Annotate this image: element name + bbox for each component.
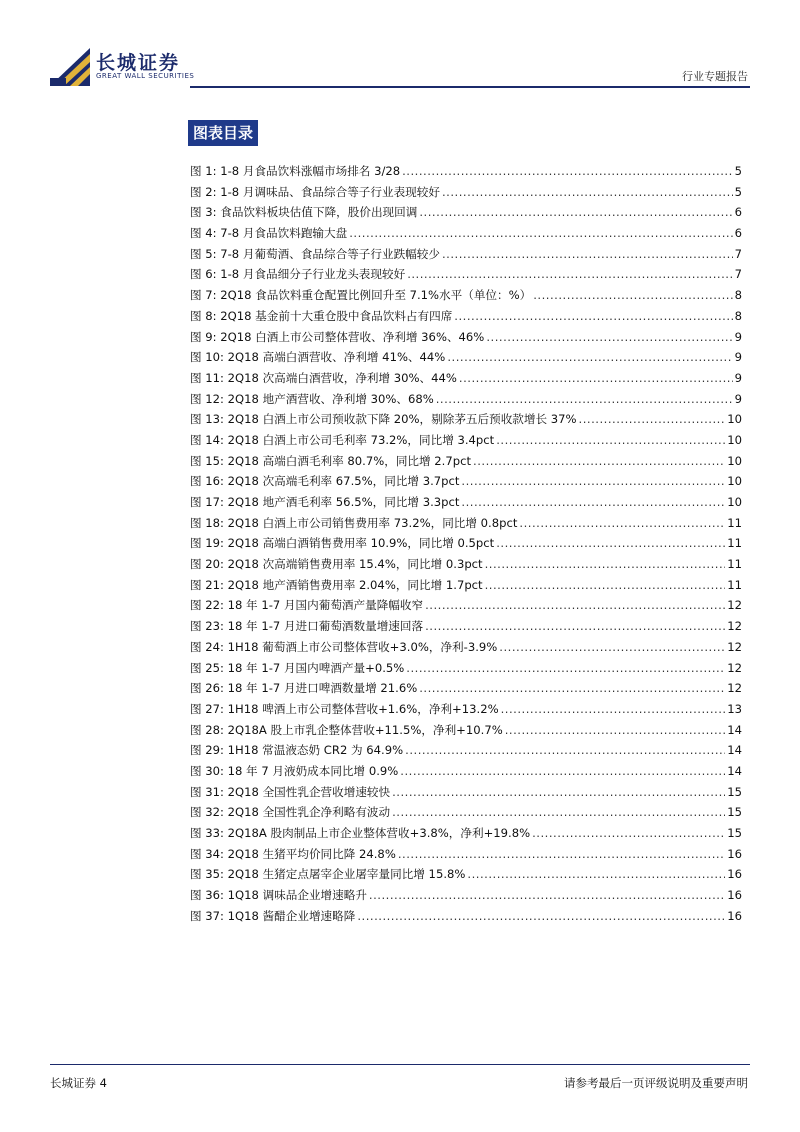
toc-entry[interactable]	[190, 577, 742, 598]
toc-entry-title: 图 19: 2Q18 高端白酒销售费用率 10.9%，同比增 0.5pct	[190, 536, 495, 551]
toc-entry-page: 16	[727, 908, 742, 923]
toc-entry-title: 图 9: 2Q18 白酒上市公司整体营收、净利增 36%、46%	[190, 329, 485, 344]
toc-entry[interactable]	[190, 846, 742, 867]
toc-entry-page: 7	[734, 246, 742, 261]
toc-entry-page: 16	[727, 867, 742, 882]
toc-entry[interactable]	[190, 597, 742, 618]
toc-leader-dots	[532, 826, 725, 840]
toc-entry[interactable]	[190, 535, 742, 556]
toc-leader-dots	[392, 785, 725, 799]
toc-entry-page: 14	[727, 722, 742, 737]
toc-entry[interactable]	[190, 246, 742, 267]
toc-leader-dots	[405, 743, 725, 757]
toc-entry[interactable]	[190, 660, 742, 681]
toc-leader-dots	[485, 557, 726, 571]
toc-leader-dots	[402, 164, 732, 178]
toc-entry-page: 9	[734, 329, 742, 344]
toc-entry-title: 图 20: 2Q18 次高端销售费用率 15.4%，同比增 0.3pct	[190, 557, 483, 572]
toc-leader-dots	[357, 909, 725, 923]
toc-entry-page: 12	[727, 681, 742, 696]
toc-entry[interactable]	[190, 411, 742, 432]
toc-entry[interactable]	[190, 618, 742, 639]
toc-leader-dots	[425, 619, 725, 633]
toc-entry-page: 15	[727, 805, 742, 820]
toc-entry-page: 11	[727, 536, 742, 551]
toc-entry[interactable]	[190, 556, 742, 577]
toc-entry-title: 图 32: 2Q18 全国性乳企净利略有波动	[190, 805, 391, 820]
toc-entry-page: 11	[727, 577, 742, 592]
toc-entry-title: 图 8: 2Q18 基金前十大重仓股中食品饮料占有四席	[190, 308, 453, 323]
toc-entry-title: 图 15: 2Q18 高端白酒毛利率 80.7%，同比增 2.7pct	[190, 453, 472, 468]
toc-leader-dots	[398, 847, 725, 861]
toc-entry-title: 图 11: 2Q18 次高端白酒营收，净利增 30%、44%	[190, 370, 457, 385]
toc-entry-title: 图 10: 2Q18 高端白酒营收、净利增 41%、44%	[190, 350, 446, 365]
toc-entry[interactable]	[190, 763, 742, 784]
toc-entry-page: 12	[727, 639, 742, 654]
toc-entry-title: 图 14: 2Q18 白酒上市公司毛利率 73.2%，同比增 3.4pct	[190, 432, 495, 447]
toc-entry-page: 7	[734, 267, 742, 282]
toc-entry-page: 9	[734, 391, 742, 406]
toc-leader-dots	[461, 474, 725, 488]
toc-entry[interactable]	[190, 370, 742, 391]
toc-entry[interactable]	[190, 742, 742, 763]
footer-disclaimer: 请参考最后一页评级说明及重要声明	[564, 1076, 748, 1090]
toc-entry-title: 图 27: 1H18 啤酒上市公司整体营收+1.6%，净利+13.2%	[190, 701, 499, 716]
header-divider	[190, 86, 750, 88]
toc-entry-title: 图 29: 1H18 常温液态奶 CR2 为 64.9%	[190, 743, 404, 758]
toc-entry-title: 图 26: 18 年 1-7 月进口啤酒数量增 21.6%	[190, 681, 418, 696]
toc-leader-dots	[499, 640, 725, 654]
toc-entry-title: 图 18: 2Q18 白酒上市公司销售费用率 73.2%，同比增 0.8pct	[190, 515, 518, 530]
toc-entry-page: 12	[727, 660, 742, 675]
toc-leader-dots	[447, 350, 732, 364]
toc-leader-dots	[419, 205, 732, 219]
toc-entry-title: 图 2: 1-8 月调味品、食品综合等子行业表现较好	[190, 184, 440, 199]
toc-leader-dots	[501, 702, 726, 716]
toc-entry-title: 图 22: 18 年 1-7 月国内葡萄酒产量降幅收窄	[190, 598, 424, 613]
toc-entry[interactable]	[190, 308, 742, 329]
toc-leader-dots	[392, 805, 725, 819]
toc-entry[interactable]	[190, 391, 742, 412]
toc-entry-title: 图 28: 2Q18A 股上市乳企整体营收+11.5%，净利+10.7%	[190, 722, 503, 737]
toc-entry-title: 图 16: 2Q18 次高端毛利率 67.5%，同比增 3.7pct	[190, 474, 460, 489]
toc-leader-dots	[436, 392, 733, 406]
toc-leader-dots	[419, 681, 725, 695]
toc-leader-dots	[467, 867, 725, 881]
toc-entry-title: 图 35: 2Q18 生猪定点屠宰企业屠宰量同比增 15.8%	[190, 867, 466, 882]
toc-entry[interactable]	[190, 349, 742, 370]
brand-name-en: GREAT WALL SECURITIES	[96, 72, 195, 80]
toc-entry-page: 16	[727, 846, 742, 861]
footer-page-label: 长城证券 4	[50, 1076, 107, 1090]
toc-entry[interactable]	[190, 515, 742, 536]
toc-leader-dots	[400, 764, 725, 778]
toc-leader-dots	[369, 888, 725, 902]
toc-entry-page: 14	[727, 763, 742, 778]
toc-entry-title: 图 24: 1H18 葡萄酒上市公司整体营收+3.0%，净利-3.9%	[190, 639, 498, 654]
toc-entry[interactable]	[190, 494, 742, 515]
toc-entry-title: 图 6: 1-8 月食品细分子行业龙头表现较好	[190, 267, 406, 282]
toc-entry-page: 11	[727, 515, 742, 530]
toc-entry-title: 图 34: 2Q18 生猪平均价同比降 24.8%	[190, 846, 396, 861]
toc-leader-dots	[519, 516, 725, 530]
toc-entry[interactable]	[190, 639, 742, 660]
toc-entry[interactable]	[190, 163, 742, 184]
toc-entry-title: 图 21: 2Q18 地产酒销售费用率 2.04%，同比增 1.7pct	[190, 577, 483, 592]
toc-leader-dots	[486, 330, 732, 344]
toc-entry[interactable]	[190, 680, 742, 701]
toc-entry-title: 图 7: 2Q18 食品饮料重仓配置比例回升至 7.1%水平（单位：%）	[190, 288, 532, 303]
toc-entry-title: 图 13: 2Q18 白酒上市公司预收款下降 20%，剔除茅五后预收款增长 37%	[190, 412, 577, 427]
toc-entry-page: 9	[734, 350, 742, 365]
toc-title: 图表目录	[188, 120, 258, 146]
toc-entry-page: 9	[734, 370, 742, 385]
toc-entry-page: 6	[734, 205, 742, 220]
toc-entry-title: 图 33: 2Q18A 股肉制品上市企业整体营收+3.8%，净利+19.8%	[190, 826, 531, 840]
toc-leader-dots	[349, 226, 732, 240]
toc-entry-title: 图 23: 18 年 1-7 月进口葡萄酒数量增速回落	[190, 619, 424, 634]
toc-entry[interactable]	[190, 225, 742, 246]
toc-leader-dots	[473, 454, 725, 468]
toc-entry[interactable]	[190, 908, 742, 929]
toc-entry[interactable]	[190, 432, 742, 453]
toc-entry-page: 14	[727, 743, 742, 758]
toc-entry-page: 10	[727, 432, 742, 447]
toc-entry[interactable]	[190, 784, 742, 805]
report-type-label: 行业专题报告	[682, 70, 748, 83]
toc-entry[interactable]	[190, 184, 742, 205]
toc-entry-page: 6	[734, 226, 742, 241]
toc-entry-page: 10	[727, 453, 742, 468]
toc-entry[interactable]	[190, 453, 742, 474]
toc-entry-title: 图 12: 2Q18 地产酒营收、净利增 30%、68%	[190, 391, 434, 406]
toc-entry-title: 图 31: 2Q18 全国性乳企营收增速较快	[190, 784, 391, 799]
toc-entry-page: 16	[727, 888, 742, 903]
toc-leader-dots	[579, 412, 726, 426]
toc-entry-page: 10	[727, 474, 742, 489]
toc-leader-dots	[496, 536, 725, 550]
toc-leader-dots	[442, 247, 733, 261]
toc-entry[interactable]	[190, 701, 742, 722]
toc-entry-page: 12	[727, 619, 742, 634]
toc-entry[interactable]	[190, 866, 742, 887]
toc-entry[interactable]	[190, 825, 742, 846]
toc-entry-page: 8	[734, 288, 742, 303]
toc-entry-title: 图 1: 1-8 月食品饮料涨幅市场排名 3/28	[190, 164, 401, 178]
toc-entry-page: 15	[727, 826, 742, 840]
toc-entry[interactable]	[190, 204, 742, 225]
toc-entry-page: 15	[727, 784, 742, 799]
toc-leader-dots	[407, 267, 732, 281]
toc-entry-title: 图 30: 18 年 7 月液奶成本同比增 0.9%	[190, 763, 399, 778]
toc-leader-dots	[461, 495, 725, 509]
toc-leader-dots	[406, 661, 725, 675]
toc-entry-title: 图 5: 7-8 月葡萄酒、食品综合等子行业跌幅较少	[190, 246, 440, 261]
toc-entry-title: 图 37: 1Q18 酱醋企业增速略降	[190, 908, 356, 923]
toc-leader-dots	[485, 578, 726, 592]
toc-list	[190, 163, 742, 928]
brand-name-cn: 长城证券	[96, 52, 181, 74]
toc-entry[interactable]	[190, 266, 742, 287]
toc-entry[interactable]	[190, 722, 742, 743]
toc-entry[interactable]	[190, 329, 742, 350]
toc-entry[interactable]	[190, 473, 742, 494]
toc-leader-dots	[425, 598, 725, 612]
toc-leader-dots	[459, 371, 733, 385]
toc-entry-title: 图 25: 18 年 1-7 月国内啤酒产量+0.5%	[190, 660, 405, 675]
toc-entry-page: 13	[727, 701, 742, 716]
toc-entry-title: 图 4: 7-8 月食品饮料跑输大盘	[190, 226, 348, 241]
toc-entry-page: 10	[727, 412, 742, 427]
toc-entry[interactable]	[190, 287, 742, 308]
toc-entry-page: 10	[727, 495, 742, 509]
toc-entry-title: 图 17: 2Q18 地产酒毛利率 56.5%，同比增 3.3pct	[190, 495, 460, 509]
toc-leader-dots	[454, 309, 732, 323]
great-wall-logo-icon	[50, 48, 90, 86]
toc-entry-page: 8	[734, 308, 742, 323]
toc-entry[interactable]	[190, 804, 742, 825]
toc-entry-page: 5	[734, 164, 742, 178]
toc-entry-title: 图 3: 食品饮料板块估值下降，股价出现回调	[190, 205, 418, 220]
toc-entry-title: 图 36: 1Q18 调味品企业增速略升	[190, 888, 367, 903]
toc-entry-page: 5	[734, 184, 742, 199]
toc-leader-dots	[442, 185, 733, 199]
toc-entry-page: 11	[727, 557, 742, 572]
toc-leader-dots	[533, 288, 732, 302]
toc-leader-dots	[496, 433, 725, 447]
toc-entry-page: 12	[727, 598, 742, 613]
toc-leader-dots	[505, 723, 726, 737]
toc-entry[interactable]	[190, 887, 742, 908]
footer-divider	[50, 1064, 750, 1065]
